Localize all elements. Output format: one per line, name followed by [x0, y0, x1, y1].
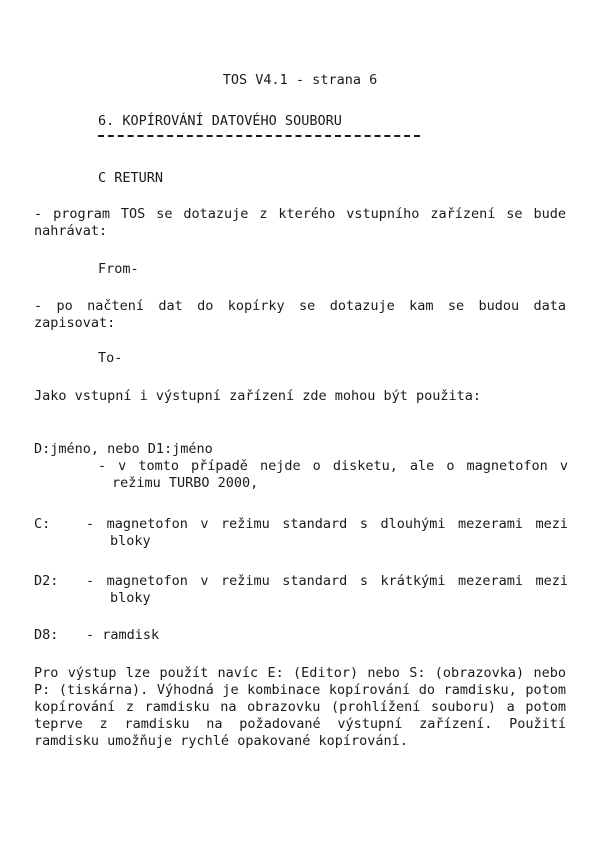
device-desc-c: - magnetofon v režimu standard s dlouhými mezerami mezi bloky: [86, 516, 568, 549]
device-desc-d8: - ramdisk: [86, 627, 160, 643]
paragraph-devices-intro: Jako vstupní i výstupní zařízení zde mohou být použita:: [34, 388, 482, 404]
paragraph-output-device: - po načtení dat do kopírky se dotazuje kam se budou data zapisovat:: [34, 298, 566, 331]
device-desc-d: - v tomto případě nejde o disketu, ale o magnetofon v režimu TURBO 2000,: [98, 458, 568, 491]
chapter-title: 6. KOPÍROVÁNÍ DATOVÉHO SOUBORU: [98, 113, 342, 129]
page-header: TOS V4.1 - strana 6: [222, 72, 378, 88]
device-code-d8: D8:: [34, 627, 59, 643]
paragraph-input-device: - program TOS se dotazuje z kterého vstupního zařízení se bude nahrávat:: [34, 206, 566, 239]
device-code-d2: D2:: [34, 573, 59, 589]
device-code-c: C:: [34, 516, 51, 532]
title-underline: [98, 135, 420, 137]
device-code-d: D:jméno, nebo D1:jméno: [34, 441, 213, 457]
device-desc-d2: - magnetofon v režimu standard s krátkými mezerami mezi bloky: [86, 573, 568, 606]
to-prompt: To-: [98, 350, 123, 366]
command-line: C RETURN: [98, 170, 164, 186]
paragraph-output-options: Pro výstup lze použít navíc E: (Editor) nebo S: (obrazovka) nebo P: (tiskárna). Výhodná je kombinace kopírování do ramdisku, potom kopírování z ramdisku na obrazovku (prohlížení souboru) a potom teprve z ramdisku na požadované výstupní zařízení. Použití ramdisku umožňuje rychlé opakované kopírování.: [34, 665, 566, 749]
from-prompt: From-: [98, 261, 139, 277]
